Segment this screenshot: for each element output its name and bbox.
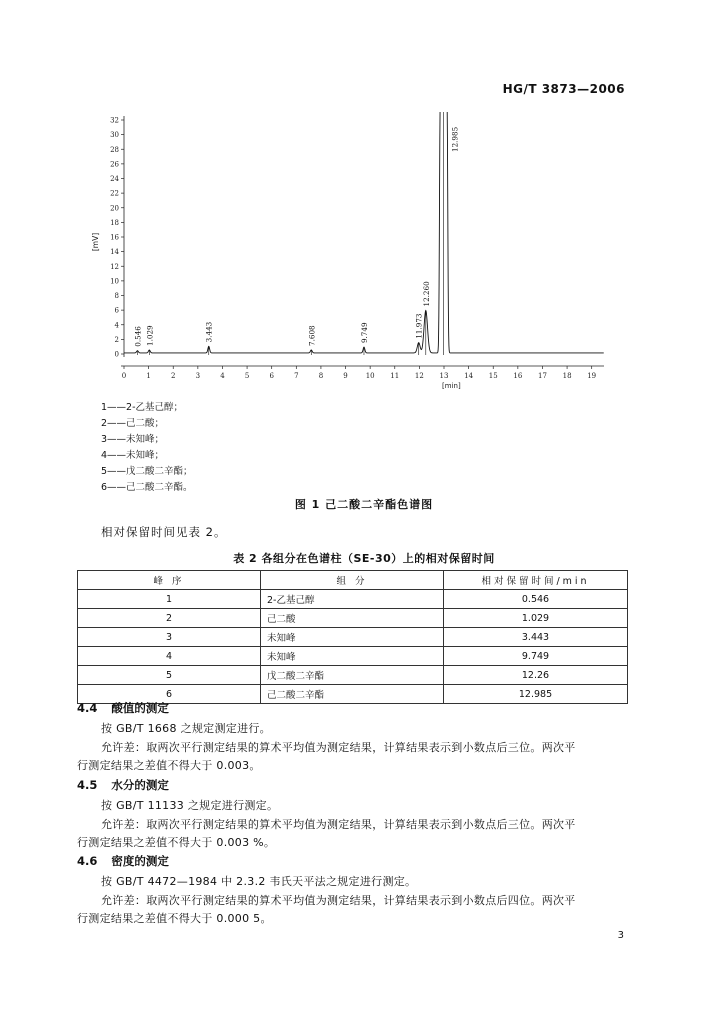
x-tick-label: 7 <box>294 372 299 380</box>
x-tick-label: 1 <box>146 372 151 380</box>
x-tick-label: 0 <box>121 372 127 380</box>
cell-time: 0.546 <box>444 590 628 609</box>
section-number: 4.6 <box>77 854 98 868</box>
legend-item: 2——己二酸； <box>101 418 165 429</box>
y-tick-label: 24 <box>110 175 119 183</box>
method-text: 按 GB/T 4472—1984 中 2.3.2 韦氏天平法之规定进行测定。 <box>101 875 417 888</box>
section-title: 水分的测定 <box>111 778 169 792</box>
x-tick-label: 14 <box>464 372 474 380</box>
y-tick-label: 4 <box>114 321 119 330</box>
y-tick-label: 32 <box>110 116 119 125</box>
peak-label: 11.973 <box>414 313 424 339</box>
tolerance-text-cont: 行测定结果之差值不得大于 0.003。 <box>77 759 261 772</box>
table-header-row <box>78 571 628 590</box>
figure-caption: 图 1 己二酸二辛酯色谱图 <box>294 498 434 511</box>
peak-legend <box>101 400 193 496</box>
header-peak-order: 峰 序 <box>78 571 261 590</box>
cell-peak: 1 <box>78 590 261 609</box>
y-tick-label: 12 <box>110 262 119 271</box>
y-tick-label: 14 <box>110 248 119 257</box>
table-caption: 表 2 各组分在色谱柱（SE-30）上的相对保留时间 <box>233 552 495 565</box>
cell-component: 己二酸 <box>261 609 444 628</box>
legend-item: 1——2-乙基己醇； <box>101 402 184 413</box>
x-tick-label: 18 <box>562 372 572 380</box>
tolerance-text: 允许差：取两次平行测定结果的算术平均值为测定结果，计算结果表示到小数点后四位。两次平 <box>101 894 576 907</box>
x-tick-label: 13 <box>439 372 449 380</box>
cell-peak: 5 <box>78 666 261 685</box>
peak-label: 12.985 <box>450 126 460 152</box>
method-text: 按 GB/T 11133 之规定进行测定。 <box>101 799 279 812</box>
table-row <box>78 628 628 647</box>
cell-time: 12.26 <box>444 666 628 685</box>
section-heading <box>77 853 169 869</box>
peak-label: 12.260 <box>421 281 431 307</box>
cell-component: 未知峰 <box>261 647 444 666</box>
tolerance-text-cont: 行测定结果之差值不得大于 0.000 5。 <box>77 912 272 925</box>
section-title: 密度的测定 <box>111 854 169 868</box>
section-heading <box>77 777 169 793</box>
y-tick-label: 2 <box>114 335 119 344</box>
cell-time: 1.029 <box>444 609 628 628</box>
cell-component: 戊二酸二辛酯 <box>261 666 444 685</box>
document-code: HG/T 3873—2006 <box>502 82 625 96</box>
cell-time: 3.443 <box>444 628 628 647</box>
cell-peak: 4 <box>78 647 261 666</box>
y-tick-label: 18 <box>110 218 119 227</box>
x-tick-label: 5 <box>244 372 250 380</box>
cell-component: 2-乙基己醇 <box>261 590 444 609</box>
header-relative-retention: 相对保留时间/min <box>444 571 628 590</box>
retention-time-table <box>77 570 628 704</box>
cell-time: 9.749 <box>444 647 628 666</box>
y-tick-label: 22 <box>110 189 119 198</box>
y-tick-label: 6 <box>114 306 119 315</box>
x-tick-label: 17 <box>538 372 547 380</box>
x-tick-label: 11 <box>390 372 400 380</box>
cell-peak: 3 <box>78 628 261 647</box>
peak-label: 1.029 <box>145 325 155 346</box>
peak-label: 3.443 <box>204 321 214 343</box>
section-number: 4.5 <box>77 778 98 792</box>
chromatogram-trace <box>124 112 604 353</box>
y-tick-label: 26 <box>110 160 119 169</box>
legend-item: 3——未知峰； <box>101 434 165 445</box>
legend-item: 6——己二酸二辛酯。 <box>101 482 193 493</box>
section-title: 酸值的测定 <box>111 701 169 715</box>
y-tick-label: 8 <box>114 292 119 300</box>
tolerance-text-cont: 行测定结果之差值不得大于 0.003 %。 <box>77 836 276 849</box>
x-tick-label: 15 <box>488 372 498 380</box>
x-tick-label: 16 <box>513 372 523 380</box>
cell-peak: 6 <box>78 685 261 704</box>
y-tick-label: 16 <box>110 233 119 242</box>
y-tick-label: 0 <box>114 350 119 359</box>
y-axis-label: [mV] <box>91 232 100 252</box>
section-heading <box>77 700 169 716</box>
table-row <box>78 590 628 609</box>
y-tick-label: 28 <box>110 145 119 154</box>
chromatogram <box>88 112 618 392</box>
cell-component: 未知峰 <box>261 628 444 647</box>
y-tick-label: 30 <box>110 131 119 140</box>
table-row <box>78 647 628 666</box>
table-row <box>78 666 628 685</box>
x-tick-label: 12 <box>414 372 424 380</box>
cell-peak: 2 <box>78 609 261 628</box>
table-reference: 相对保留时间见表 2。 <box>101 525 227 539</box>
tolerance-text: 允许差：取两次平行测定结果的算术平均值为测定结果，计算结果表示到小数点后三位。两次平 <box>101 741 576 754</box>
peak-label: 9.749 <box>359 322 369 344</box>
peak-label: 0.546 <box>133 326 143 347</box>
x-tick-label: 9 <box>343 372 348 380</box>
header-component: 组 分 <box>261 571 444 590</box>
method-text: 按 GB/T 1668 之规定测定进行。 <box>101 722 271 735</box>
cell-time: 12.985 <box>444 685 628 704</box>
legend-item: 4——未知峰； <box>101 450 165 461</box>
y-tick-label: 10 <box>110 277 119 286</box>
page-number: 3 <box>617 930 624 941</box>
legend-item: 5——戊二酸二辛酯； <box>101 466 193 477</box>
x-tick-label: 10 <box>365 372 375 380</box>
x-tick-label: 19 <box>587 372 597 380</box>
x-tick-label: 8 <box>318 372 324 380</box>
x-tick-label: 2 <box>170 372 176 380</box>
cell-component: 己二酸二辛酯 <box>261 685 444 704</box>
tolerance-text: 允许差：取两次平行测定结果的算术平均值为测定结果，计算结果表示到小数点后三位。两次平 <box>101 818 576 831</box>
y-tick-label: 20 <box>110 204 119 213</box>
x-tick-label: 4 <box>220 372 225 380</box>
table-row <box>78 609 628 628</box>
x-tick-label: 6 <box>269 372 274 380</box>
section-number: 4.4 <box>77 701 98 715</box>
peak-label: 7.608 <box>307 325 317 346</box>
x-tick-label: 3 <box>195 372 201 380</box>
x-axis-label: [min] <box>442 382 461 390</box>
